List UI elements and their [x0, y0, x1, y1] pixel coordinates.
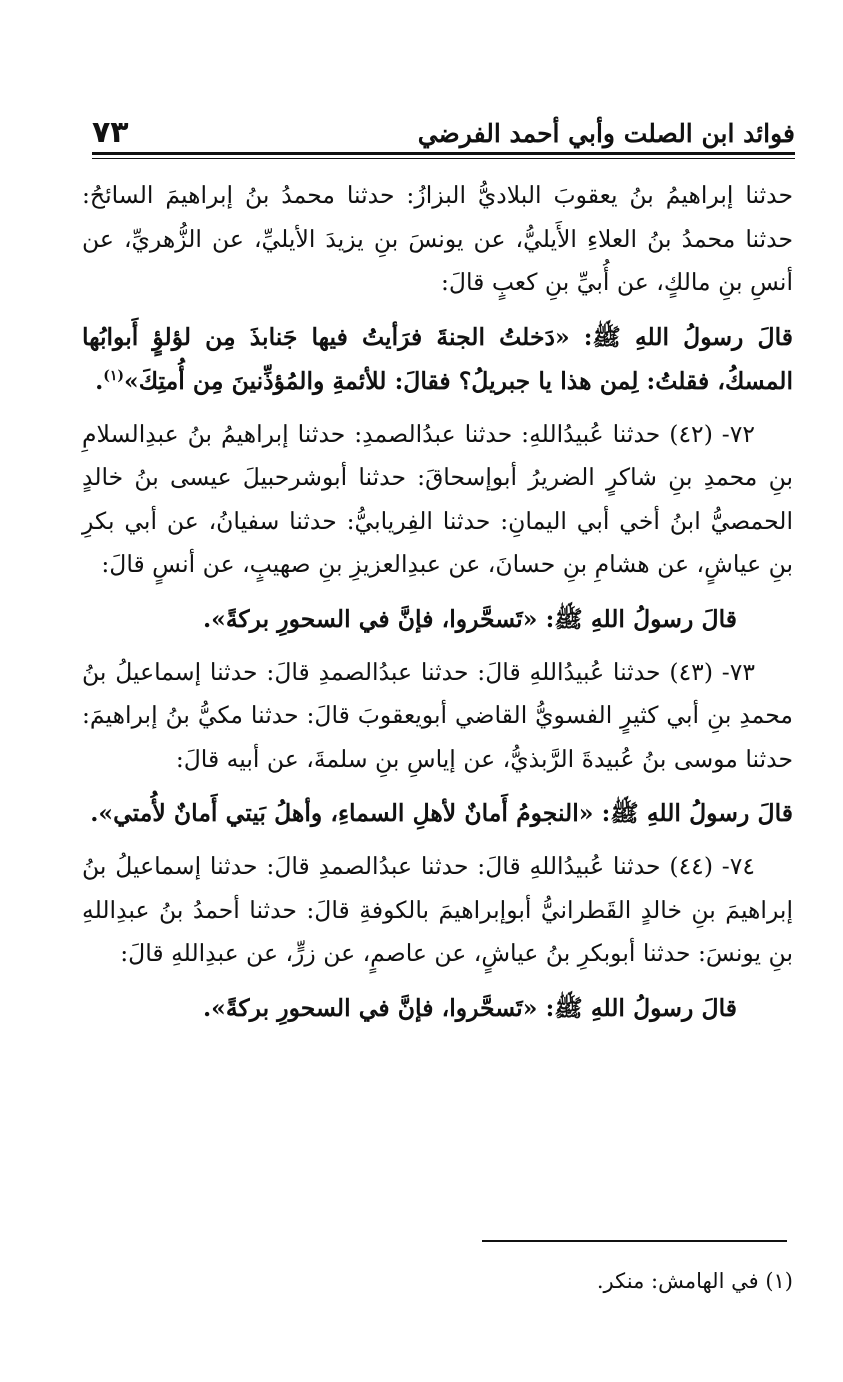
isnad-paragraph: ٧٤- (٤٤) حدثنا عُبيدُاللهِ قالَ: حدثنا عبدُالصمدِ قالَ: حدثنا إسماعيلُ بنُ إبراهيمَ بنِ خالدٍ القَطرانيُّ أبوإبراهيمَ بالكوفةِ قالَ: حدثنا أحمدُ بنُ عبدِاللهِ بنِ يونسَ: حدثنا أبوبكرِ بنُ عياشٍ، عن عاصمٍ، عن زرٍّ، عن عبدِاللهِ قالَ:: [82, 852, 793, 967]
isnad-paragraph: حدثنا إبراهيمُ بنُ يعقوبَ البلاديُّ البزازُ: حدثنا محمدُ بنُ إبراهيمَ السائحُ: حدثنا محمدُ بنُ العلاءِ الأَيليُّ، عن يونسَ بنِ يزيدَ الأيليِّ، عن الزُّهريِّ، عن أنسِ بنِ مالكٍ، عن أُبيِّ بنِ كعبٍ قالَ:: [82, 181, 793, 296]
hadith-text: قالَ رسولُ اللهِ ﷺ: «دَخلتُ الجنةَ فرَأيتُ فيها جَنابذَ مِن لؤلؤٍ أَبوابُها المسكُ، فقلتُ: لِمن هذا يا جبريلُ؟ فقالَ: للأئمةِ والمُؤذِّنينَ مِن أُمتِكَ»$^{(١)}$.: [82, 322, 793, 395]
isnad-paragraph: ٧٣- (٤٣) حدثنا عُبيدُاللهِ قالَ: حدثنا عبدُالصمدِ قالَ: حدثنا إسماعيلُ بنُ محمدِ بنِ أبي كثيرٍ الفسويُّ القاضي أبويعقوبَ قالَ: حدثنا مكيُّ بنُ إبراهيمَ: حدثنا موسى بنُ عُبيدةَ الرَّبذيُّ، عن إياسِ بنِ سلمةَ، عن أبيه قالَ:: [82, 657, 793, 773]
header-rule-thick: [92, 152, 795, 155]
page-number: ٧٣: [92, 115, 129, 150]
footnote-text: في الهامش: منكر.: [596, 1269, 759, 1293]
header-rule-thin: [92, 158, 795, 159]
running-header: [92, 100, 795, 150]
footnote-marker: (١): [765, 1269, 793, 1293]
hadith-text: قالَ رسولُ اللهِ ﷺ: «تَسحَّروا، فإنَّ في السحورِ بركةً».: [202, 604, 737, 633]
hadith-matn: قالَ رسولُ اللهِ ﷺ: «دَخلتُ الجنةَ فرَأيتُ فيها جَنابذَ مِن لؤلؤٍ أَبوابُها المسكُ، فقلتُ: لِمن هذا يا جبريلُ؟ فقالَ: للأئمةِ والمُؤذِّنينَ مِن أُمتِكَ»: [82, 322, 793, 395]
main-text: [82, 174, 793, 1040]
footnote-separator: [482, 1240, 787, 1242]
footnote-ref: (١): [103, 367, 125, 384]
hadith-text: قالَ رسولُ اللهِ ﷺ: «النجومُ أَمانٌ لأهلِ السماءِ، وأهلُ بَيتي أَمانٌ لأُمتي».: [90, 799, 793, 827]
footnote: [597, 1266, 793, 1296]
book-title: فوائد ابن الصلت وأبي أحمد الفرضي: [417, 119, 795, 148]
hadith-text: قالَ رسولُ اللهِ ﷺ: «تَسحَّروا، فإنَّ في السحورِ بركةً».: [202, 993, 737, 1022]
isnad-paragraph: ٧٢- (٤٢) حدثنا عُبيدُاللهِ: حدثنا عبدُالصمدِ: حدثنا إبراهيمُ بنُ عبدِالسلامِ بنِ محمدِ بنِ شاكرٍ الضريرُ أبوإسحاقَ: حدثنا أبوشرحبيلَ عيسى بنُ خالدٍ الحمصيُّ ابنُ أخي أبي اليمانِ: حدثنا الفِريابيُّ: حدثنا سفيانُ، عن أبي بكرِ بنِ عياشٍ، عن هشامِ بنِ حسانَ، عن عبدِالعزيزِ بنِ صهيبٍ، عن أنسٍ قالَ:: [82, 419, 793, 578]
